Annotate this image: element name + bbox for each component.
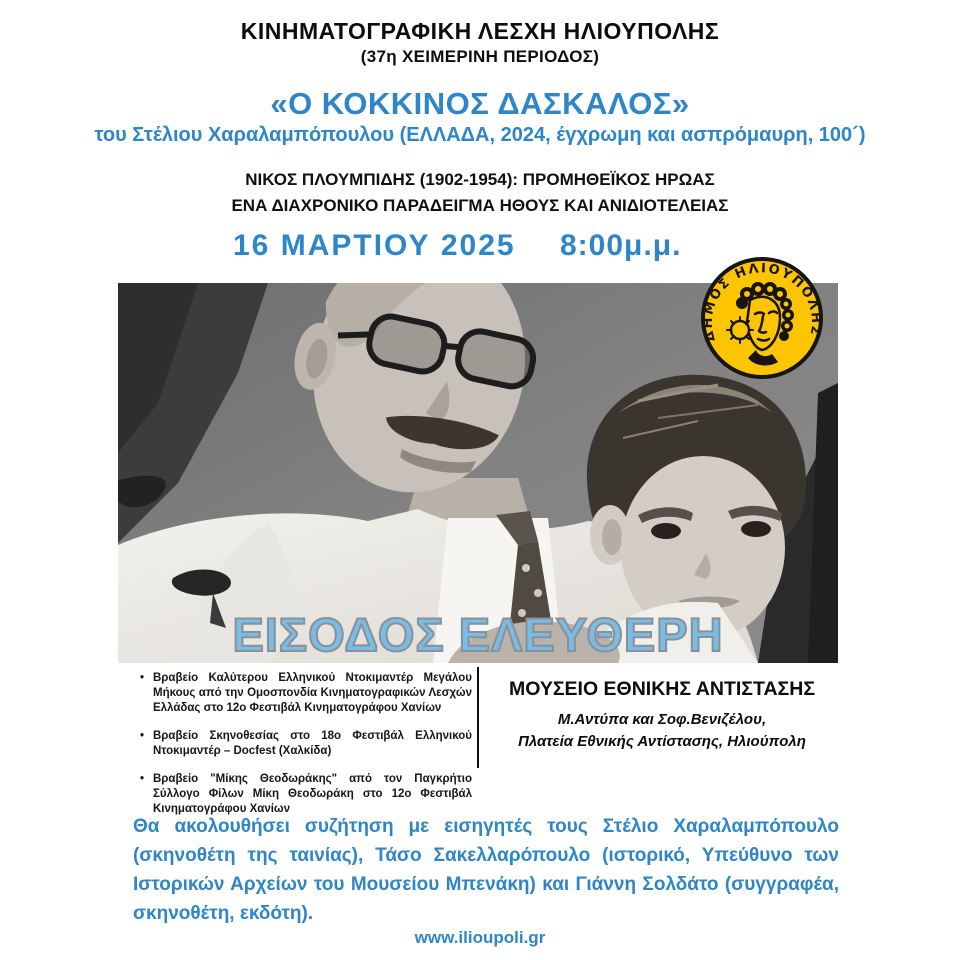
seal-icon [700, 256, 824, 380]
discussion-note: Θα ακολουθήσει συζήτηση με εισηγητές τους Στέλιο Χαραλαμπόπουλο (σκηνοθέτη της ταινίας), Τάσο Σακελλαρόπουλο (ιστορικό, Υπεύθυνο των Ιστορικών Αρχείων του Μουσείου Μπενάκη) και Γιάννη Σολδάτο (συγγραφέα, σκηνοθέτη, εκδότη). [133, 816, 839, 924]
film-title: «Ο ΚΟΚΚΙΝΟΣ ΔΑΣΚΑΛΟΣ» [270, 86, 690, 121]
awards-list [140, 671, 472, 830]
award-item: • Βραβείο Καλύτερου Ελληνικού Ντοκιμαντέρ Μεγάλου Μήκους από την Ομοσπονδία Κινηματογραφικών Λεσχών Ελλάδας στο 12ο Φεστιβάλ Κινηματογράφου Χανίων [140, 671, 472, 716]
free-entrance-overlay: ΕΙΣΟΔΟΣ ΕΛΕΥΘΕΡΗ [232, 608, 724, 661]
municipality-seal-logo [700, 256, 824, 380]
award-item: • Βραβείο Σκηνοθεσίας στο 18ο Φεστιβάλ Ελληνικού Ντοκιμαντέρ – Docfest (Χαλκίδα) [140, 729, 472, 759]
film-subject-line-2: ΕΝΑ ΔΙΑΧΡΟΝΙΚΟ ΠΑΡΑΔΕΙΓΜΑ ΗΘΟΥΣ ΚΑΙ ΑΝΙΔΙΟΤΕΛΕΙΑΣ [231, 196, 729, 215]
film-subject-line-1: ΝΙΚΟΣ ΠΛΟΥΜΠΙΔΗΣ (1902-1954): ΠΡΟΜΗΘΕΪΚΟΣ ΗΡΩΑΣ [245, 170, 715, 189]
venue-name: ΜΟΥΣΕΙΟ ΕΘΝΙΚΗΣ ΑΝΤΙΣΤΑΣΗΣ [508, 678, 816, 700]
seal-text: ΔΗΜΟΣ ΗΛΙΟΥΠΟΛΗΣ [700, 261, 824, 343]
screening-time: 8:00μ.μ. [560, 229, 682, 262]
venue-address-line-1: Μ.Αντύπα και Σοφ.Βενιζέλου, [557, 711, 767, 728]
venue-block [490, 678, 834, 753]
screening-date: 16 ΜΑΡΤΙΟΥ 2025 [233, 229, 516, 262]
venue-address-line-2: Πλατεία Εθνικής Αντίστασης, Ηλιούπολη [518, 733, 806, 750]
season-subtitle: (37η ΧΕΙΜΕΡΙΝΗ ΠΕΡΙΟΔΟΣ) [360, 47, 600, 66]
column-divider [477, 667, 479, 768]
award-item: • Βραβείο "Μίκης Θεοδωράκης" από τον Παγκρήτιο Σύλλογο Φίλων Μίκη Θεοδωράκη στο 12ο Φεστιβάλ Κινηματογράφου Χανίων [140, 772, 472, 817]
website-link[interactable]: www.ilioupoli.gr [414, 928, 546, 947]
club-name: ΚΙΝΗΜΑΤΟΓΡΑΦΙΚΗ ΛΕΣΧΗ ΗΛΙΟΥΠΟΛΗΣ [240, 18, 720, 44]
film-credits: του Στέλιου Χαραλαμπόπουλου (ΕΛΛΑΔΑ, 2024, έγχρωμη και ασπρόμαυρη, 100´) [94, 124, 866, 146]
